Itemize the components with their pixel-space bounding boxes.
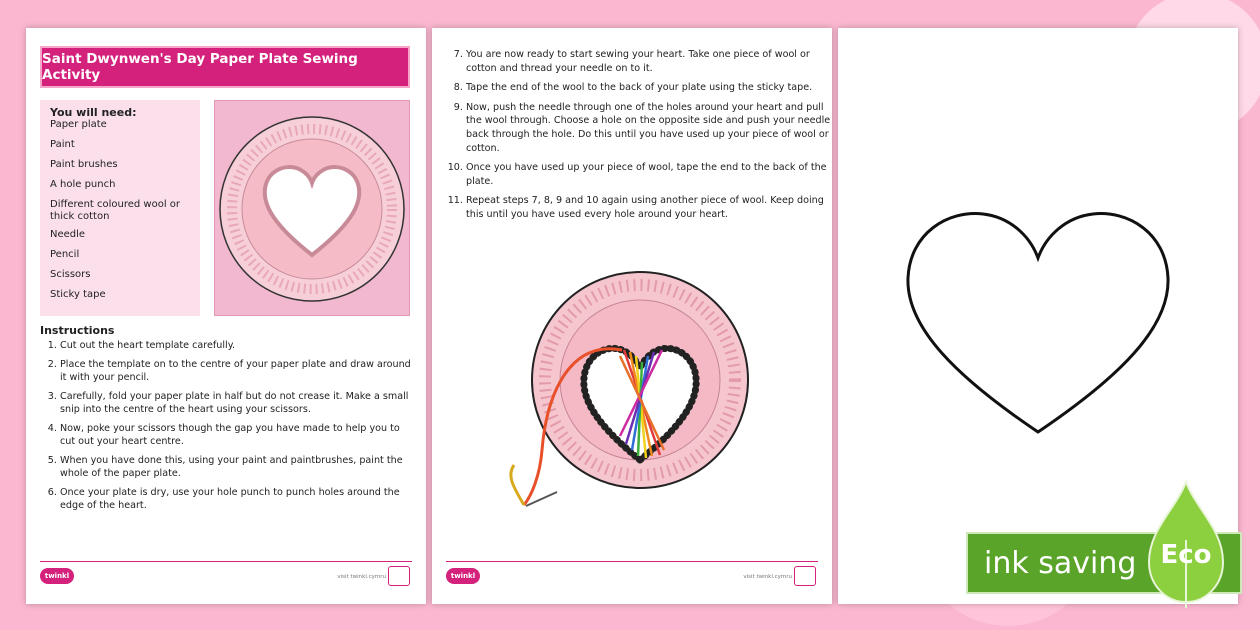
instructions-heading: Instructions: [40, 324, 115, 337]
list-item: 8. Tape the end of the wool to the back of your plate using the sticky tape.: [466, 81, 838, 95]
list-item: 3. Carefully, fold your paper plate in half but do not crease it. Make a small snip into the centre of the heart using your scissors.: [60, 390, 412, 416]
footer-divider: [40, 561, 412, 562]
list-item: Paint brushes: [50, 159, 118, 170]
eco-label: Eco: [1160, 540, 1212, 570]
list-item: 10. Once you have used up your piece of wool, tape the end to the back of the plate.: [466, 161, 838, 188]
footer-url: visit twinkl.cymru: [337, 574, 386, 580]
activity-page-2: [432, 28, 832, 604]
twinkl-logo: twinkl: [446, 568, 480, 584]
materials-box: [40, 100, 200, 316]
list-item: 2. Place the template on to the centre of your paper plate and draw around it with your pencil.: [60, 358, 412, 384]
list-item: Pencil: [50, 249, 80, 260]
list-item: 6. Once your plate is dry, use your hole punch to punch holes around the edge of the heart.: [60, 486, 412, 512]
title-banner: [40, 46, 410, 88]
sewn-plate-illustration-icon: [502, 260, 752, 530]
instructions-section: [40, 324, 412, 518]
activity-page-1: [26, 28, 426, 604]
badge-icon: [794, 566, 816, 586]
page-title: Saint Dwynwen's Day Paper Plate Sewing Activity: [42, 51, 358, 83]
heart-template-icon: [898, 198, 1178, 448]
ink-saving-label: ink saving: [984, 545, 1137, 581]
list-item: Paper plate: [50, 119, 107, 130]
list-item: 5. When you have done this, using your paint and paintbrushes, paint the whole of the paper plate.: [60, 454, 412, 480]
materials-list: [50, 119, 190, 301]
list-item: 4. Now, poke your scissors though the gap you have made to help you to cut out your heart centre.: [60, 422, 412, 448]
list-item: Different coloured wool or thick cotton: [50, 199, 181, 222]
plate-image-box: [214, 100, 410, 316]
materials-heading: You will need:: [50, 106, 137, 119]
twinkl-logo: twinkl: [40, 568, 74, 584]
instructions-list: [40, 339, 412, 512]
list-item: 1. Cut out the heart template carefully.: [60, 339, 412, 352]
list-item: Sticky tape: [50, 289, 106, 300]
instructions-list-continued: [446, 48, 838, 228]
footer-divider: [446, 561, 818, 562]
list-item: Paint: [50, 139, 75, 150]
list-item: A hole punch: [50, 179, 116, 190]
list-item: Needle: [50, 229, 86, 240]
badge-icon: [388, 566, 410, 586]
list-item: 7. You are now ready to start sewing your heart. Take one piece of wool or cotton and thread your needle on to it.: [466, 48, 838, 75]
footer-url: visit twinkl.cymru: [743, 574, 792, 580]
list-item: 11. Repeat steps 7, 8, 9 and 10 again using another piece of wool. Keep doing this until you have used every hole around your heart.: [466, 194, 838, 221]
paper-plate-heart-icon: [215, 101, 411, 317]
list-item: 9. Now, push the needle through one of the holes around your heart and pull the wool through. Choose a hole on the opposite side and push your needle back through the hole. Do this until you have used up your piece of wool or cotton.: [466, 101, 838, 155]
list-item: Scissors: [50, 269, 91, 280]
